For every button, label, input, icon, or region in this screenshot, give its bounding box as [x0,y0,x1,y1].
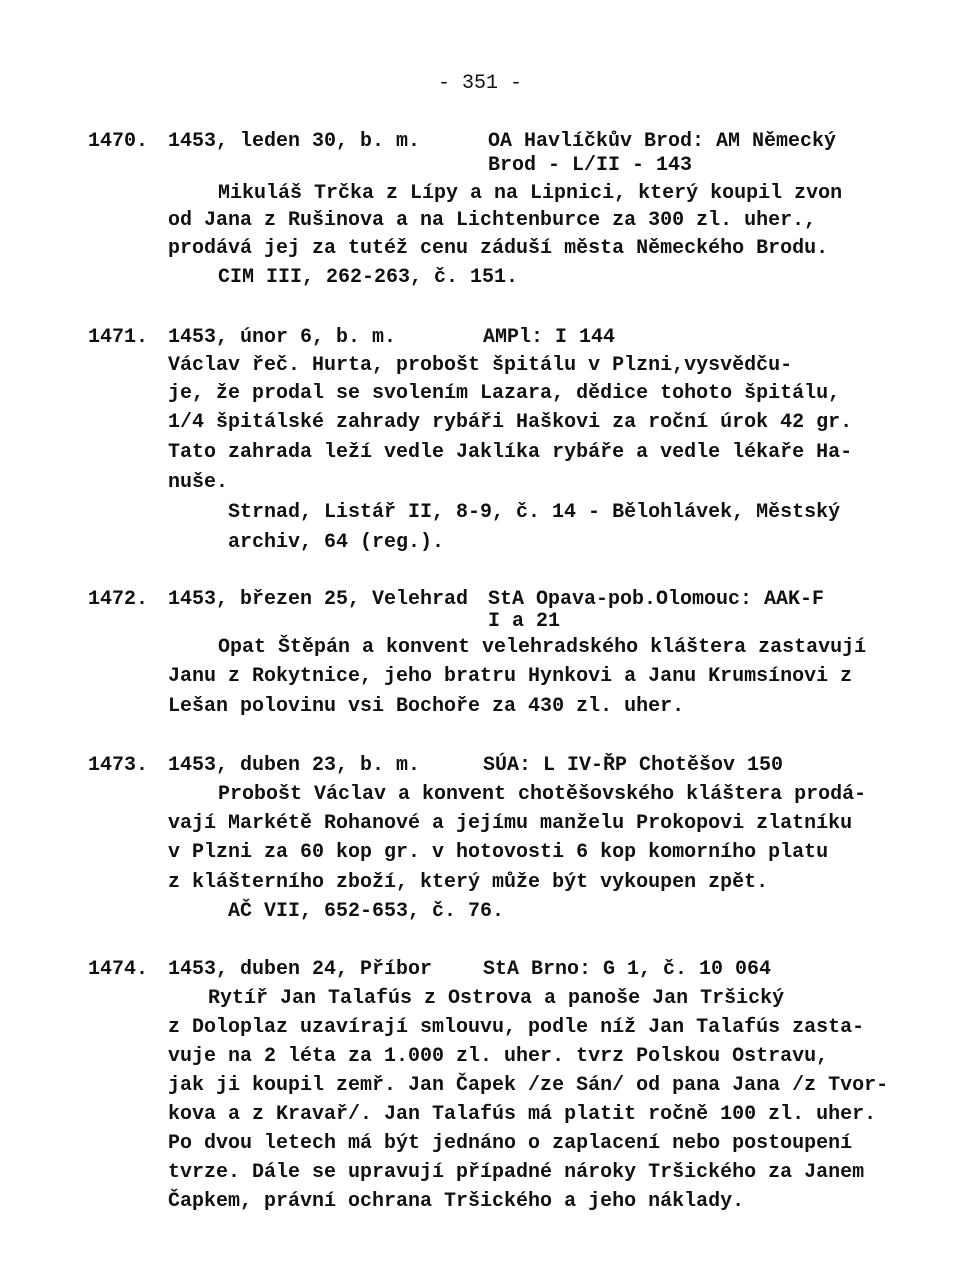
entry-archive-line: StA Opava-pob.Olomouc: AAK-F [488,588,825,611]
entry-text-line: Rytíř Jan Talafús z Ostrova a panoše Jan Tršický [208,987,785,1010]
entry-text-line: Janu z Rokytnice, jeho bratru Hynkovi a Janu Krumsínovi z [168,665,853,688]
entry-text-line: tvrze. Dále se upravují případné nároky Tršického za Janem [168,1161,865,1184]
entry-text-line: od Jana z Rušinova a na Lichtenburce za 300 zl. uher., [168,209,817,232]
entry-date: 1453, leden 30, b. m. [168,130,421,153]
entry-text-line: je, že prodal se svolením Lazara, dědice tohoto špitálu, [168,382,841,405]
entry-archive-line: AMPl: I 144 [483,326,616,349]
entry-number: 1471. [88,326,149,349]
entry-reference: Strnad, Listář II, 8-9, č. 14 - Bělohlávek, Městský [228,501,841,524]
entry-text-line: prodává jej za tutéž cenu záduší města Německého Brodu. [168,237,829,260]
entry-date: 1453, duben 24, Příbor [168,958,433,981]
entry-text-line: vají Markétě Rohanové a jejímu manželu Prokopovi zlatníku [168,812,853,835]
entry-date: 1453, duben 23, b. m. [168,754,421,777]
entry-text-line: Po dvou letech má být jednáno o zaplacení nebo postoupení [168,1132,853,1155]
entry-text-line: Opat Štěpán a konvent velehradského kláštera zastavují [218,636,867,659]
entry-number: 1472. [88,588,149,611]
entry-text-line: v Plzni za 60 kop gr. v hotovosti 6 kop komorního platu [168,841,829,864]
entry-text-line: kova a z Kravař/. Jan Talafús má platit ročně 100 zl. uher. [168,1103,877,1126]
entry-archive-line: I a 21 [488,610,561,633]
entry-date: 1453, únor 6, b. m. [168,326,397,349]
entry-text-line: Probošt Václav a konvent chotěšovského kláštera prodá- [218,783,867,806]
entry-archive-line: StA Brno: G 1, č. 10 064 [483,958,772,981]
entry-text-line: jak ji koupil zemř. Jan Čapek /ze Sán/ od pana Jana /z Tvor- [168,1074,889,1097]
page-number: - 351 - [437,72,522,95]
entry-number: 1473. [88,754,149,777]
entry-text-line: Tato zahrada leží vedle Jaklíka rybáře a vedle lékaře Ha- [168,441,853,464]
entry-date: 1453, březen 25, Velehrad [168,588,469,611]
entry-text-line: Václav řeč. Hurta, probošt špitálu v Plzni,vysvědču- [168,354,793,377]
entry-text-line: z klášterního zboží, který může být vykoupen zpět. [168,871,769,894]
entry-archive-line: Brod - L/II - 143 [488,154,693,177]
entry-text-line: Lešan polovinu vsi Bochoře za 430 zl. uher. [168,695,685,718]
entry-archive-line: SÚA: L IV-ŘP Chotěšov 150 [483,754,784,777]
entry-archive-line: OA Havlíčkův Brod: AM Německý [488,130,837,153]
entry-number: 1470. [88,130,149,153]
entry-text-line: nuše. [168,471,229,494]
entry-number: 1474. [88,958,149,981]
entry-text-line: vuje na 2 léta za 1.000 zl. uher. tvrz Polskou Ostravu, [168,1045,829,1068]
entry-text-line: Čapkem, právní ochrana Tršického a jeho náklady. [168,1190,745,1213]
entry-text-line: z Doloplaz uzavírají smlouvu, podle níž Jan Talafús zasta- [168,1016,865,1039]
entry-text-line: 1/4 špitálské zahrady rybáři Haškovi za roční úrok 42 gr. [168,411,853,434]
entry-text-line: Mikuláš Trčka z Lípy a na Lipnici, který koupil zvon [218,182,843,205]
entry-reference: AČ VII, 652-653, č. 76. [228,900,505,923]
entry-reference: CIM III, 262-263, č. 151. [218,266,519,289]
entry-reference: archiv, 64 (reg.). [228,531,445,554]
